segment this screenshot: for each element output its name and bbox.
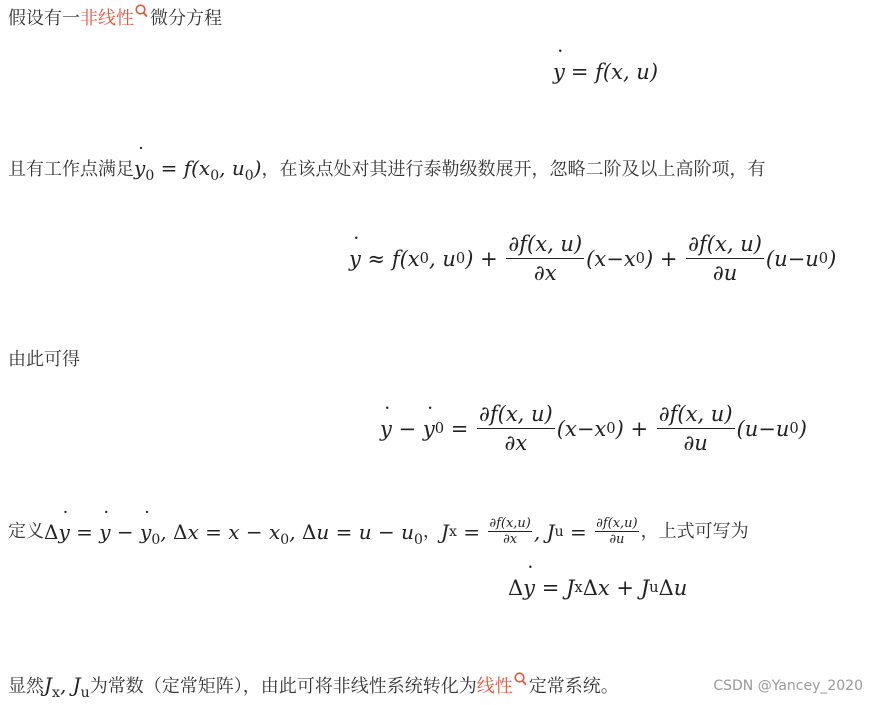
partial-x-fraction: $\frac{\partial f(x, u)}{\partial x}$ <box>508 232 583 285</box>
nonlinear-link-label[interactable]: 非线性 <box>80 8 134 29</box>
conclusion-text-end: 定常系统。 <box>528 676 619 697</box>
intro-text: 假设有一 <box>8 8 80 29</box>
watermark: CSDN @Yancey_2020 <box>713 678 863 694</box>
partial-u-fraction-2: $\frac{\partial f(x, u)}{\partial u}$ <box>658 402 733 455</box>
nonlinear-link[interactable] <box>80 8 150 29</box>
hence-text: 由此可得 <box>8 349 80 370</box>
intro-text-end: 微分方程 <box>150 8 222 29</box>
paragraph-hence <box>8 347 80 373</box>
eq1-rhs: = f(x, u) <box>570 60 659 84</box>
paragraph-conclusion <box>8 672 619 700</box>
partial-x-fraction-2: $\frac{\partial f(x, u)}{\partial x}$ <box>479 402 553 455</box>
paragraph-intro <box>8 4 222 32</box>
partial-u-fraction: $\frac{\partial f(x, u)}{\partial u}$ <box>688 232 762 285</box>
search-icon[interactable] <box>135 4 148 18</box>
definition-text: 定义 <box>8 520 44 542</box>
eq1-lhs: y ˙ <box>553 60 565 84</box>
op-text: 且有工作点满足 <box>8 159 134 180</box>
equation-system <box>553 60 658 84</box>
conclusion-math: $J_x$, $J_u$ <box>44 673 90 701</box>
linear-link-label[interactable]: 线性 <box>476 676 513 697</box>
op-text-end: ，在该点处对其进行泰勒级数展开，忽略二阶及以上高阶项，有 <box>261 159 766 180</box>
linear-link[interactable] <box>477 676 529 697</box>
conclusion-text-mid: 为常数（定常矩阵），由此可将非线性系统转化为 <box>89 676 477 697</box>
conclusion-text: 显然 <box>8 676 44 697</box>
definition-sep: ， <box>422 520 441 542</box>
search-icon[interactable] <box>514 672 527 686</box>
equation-linear: Δ y ˙ = J x Δ x + J u Δ u <box>508 576 687 600</box>
equation-delta: y ˙ − y ˙ 0 = $\frac{\partial f(x, u)}{\partial x}$ (x − x 0 ) + $\frac{\partial f(x, u)}{\partial u}$ (u − u 0 ) <box>380 402 807 455</box>
op-point-math: y $˙_0 = f(x_0$, $u_0$) <box>134 156 261 180</box>
paragraph-definition <box>8 516 749 547</box>
definition-math: Δy ˙ = y ˙ − y $˙_0$, $\Delta x = x - x_0$, $\Delta u = u - u_0$ <box>44 519 423 545</box>
definition-text-end: ，上式可写为 <box>640 520 749 542</box>
paragraph-operating-point <box>8 155 765 183</box>
equation-taylor: y ˙ ≈ f(x 0 , u 0 ) + $\frac{\partial f(x, u)}{\partial x}$ (x − x 0 ) + $\frac{\partial f(x, u)}{\partial u}$ (u − u 0 ) <box>349 232 836 285</box>
jacobian-math: J x = $\frac{\partial f(x,u)}{\partial x}$ , J u = $\frac{\partial f(x,u)}{\partial u}$ <box>440 516 638 547</box>
